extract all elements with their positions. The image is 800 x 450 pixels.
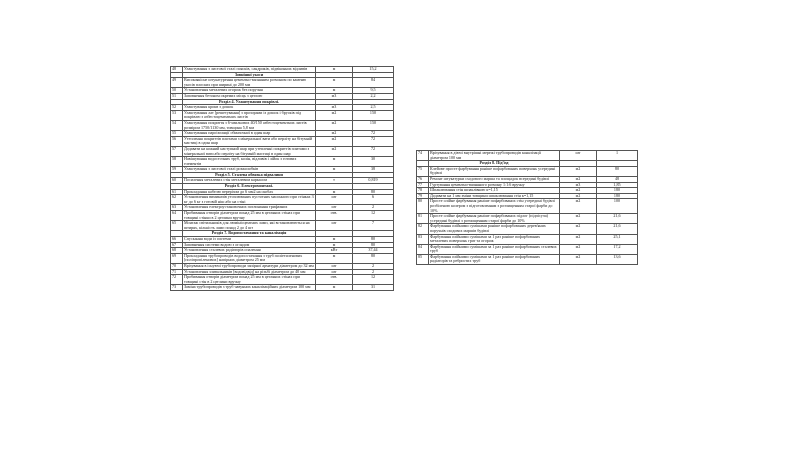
row-number: 85: [417, 254, 429, 264]
quantity: 72: [353, 136, 394, 146]
quantity: 21,6: [597, 214, 638, 224]
unit-of-measure: шт: [316, 263, 353, 269]
unit-of-measure: м2: [316, 131, 353, 137]
unit-of-measure: шт: [316, 221, 353, 231]
unit-of-measure: м2: [560, 176, 597, 182]
row-number: 69: [171, 253, 183, 263]
quantity: 30: [353, 157, 394, 167]
row-number: 77: [417, 182, 429, 188]
section-heading: Розділ 6. Електромонтажі.: [183, 184, 316, 190]
row-number: 57: [171, 146, 183, 156]
row-number: 63: [171, 205, 183, 211]
table-row: [417, 244, 638, 254]
work-description: Навішування водосточних труб, колін, відливів і лійок з готових елементів: [183, 157, 316, 167]
unit-of-measure: м2: [560, 199, 597, 214]
quantity: 0,819: [353, 178, 394, 184]
unit-of-measure: шт: [560, 151, 597, 161]
quantity: 12: [353, 275, 394, 285]
work-description: Ремонт штукатурки сходового марша та площадок всередині будівлі: [429, 176, 560, 182]
quantity: 180: [597, 193, 638, 199]
unit-of-measure: м: [316, 167, 353, 173]
row-number: 74: [417, 151, 429, 161]
unit-of-measure: м2: [316, 120, 353, 130]
work-description: Установлення електроустановочних поглинання трифазних: [183, 205, 316, 211]
work-description: Врізування в діючі внутрішні мережі трубопроводів каналізації діаметром 100 мм: [429, 151, 560, 161]
unit-of-measure: м: [316, 189, 353, 195]
quantity: 80: [353, 242, 394, 248]
table-row: [417, 234, 638, 244]
table-row: [171, 195, 394, 205]
quantity: 12: [353, 211, 394, 221]
quantity: 1: [597, 151, 638, 161]
work-description: Фарбування олійними сумішами раніше пофарбованих дерев'яних поручнів сходових маршів будівлі: [429, 224, 560, 234]
quantity: 2: [353, 263, 394, 269]
unit-of-measure: м2: [560, 193, 597, 199]
unit-of-measure: м2: [316, 136, 353, 146]
table-row: [417, 151, 638, 161]
unit-of-measure: м: [316, 242, 353, 248]
section-heading: Зовнішні укоси: [183, 72, 316, 78]
quantity: 84: [353, 78, 394, 88]
work-description: Клейове просте фарбування раніше пофарбованих поверхонь усередині будівлі: [429, 166, 560, 176]
unit-of-measure: м2: [560, 166, 597, 176]
unit-of-measure: м: [316, 88, 353, 94]
row-number: 64: [171, 211, 183, 221]
work-description: Монтаж світильників для люмінісцентних ламп, які встановлюються на штирях, кількість ламп понад 2 до 4 шт: [183, 221, 316, 231]
work-description: Заміна трубопроводів з труб чавунних каналізаційних діаметром 100 мм: [183, 285, 316, 291]
section-heading: Розділ 8. Пiд'їзд: [429, 161, 560, 167]
table-row: [171, 211, 394, 221]
work-description: Додавати на кожний наступний шар при утепленні покриттів плитами з мінеральної вати або перліту на бітумній мастиці в один шар: [183, 146, 316, 156]
work-description: Фарбування олійними сумішами за 1 раз раніше пофарбованих сталевих труб: [429, 244, 560, 254]
works-table-left: [170, 66, 394, 291]
unit-of-measure: м: [316, 253, 353, 263]
quantity: 1,85: [597, 182, 638, 188]
work-description: Прокладання трубопроводів водопостачання з труб поліетиленових [поліпропіленових] напірних діаметром 25 мм: [183, 253, 316, 263]
table-row: [171, 120, 394, 130]
row-number: 50: [171, 88, 183, 94]
work-description: Пробивання отворів діаметром понад 25 мм в цегляних стінах при товщині стінки в 2 цеглини вручну: [183, 211, 316, 221]
table-row: [417, 214, 638, 224]
row-number: 55: [171, 131, 183, 137]
quantity: 150: [353, 110, 394, 120]
table-row: [171, 146, 394, 156]
unit-of-measure: м2: [560, 234, 597, 244]
section-heading: Розділ 5. Сталева обвязка підвалини: [183, 172, 316, 178]
table-row: [171, 78, 394, 88]
quantity: 2: [353, 205, 394, 211]
right-document-page: [416, 150, 630, 296]
quantity: 72: [353, 146, 394, 156]
row-number: 60: [171, 178, 183, 184]
unit-of-measure: м3: [316, 105, 353, 111]
work-description: Шпаклювання стін шпаклівкою к=1,15: [429, 188, 560, 194]
unit-of-measure: шт: [316, 195, 353, 205]
quantity: 80: [597, 166, 638, 176]
work-description: Просте олійне фарбування раніше пофарбованих стін усередині будівлі розбіленою колером з підготовленням з розчищенням старої фарби до 10%: [429, 199, 560, 214]
work-description: Установлення металевих огорож без поручня: [183, 88, 316, 94]
work-description: Пробивання отворів діаметром понад 25 мм в цегляних стінах при товщині стін в 2 цеглини вручну: [183, 275, 316, 285]
quantity: 13,6: [597, 254, 638, 264]
unit-of-measure: кВт: [316, 248, 353, 254]
table-row: [417, 224, 638, 234]
row-number: 83: [417, 234, 429, 244]
work-description: Фарбування олійними сумішами за 1 раз раніше пофарбованих радіаторів та ребристих труб: [429, 254, 560, 264]
row-number: 75: [417, 166, 429, 176]
work-description: Високоякісне штукатурення цементно-вапняним розчином по каменю укосів плоских при ширині до 200 мм: [183, 78, 316, 88]
unit-of-measure: м2: [560, 188, 597, 194]
unit-of-measure: м: [316, 157, 353, 167]
work-description: Улаштування з листової сталі поясків, сандриків, підвіконних відливів: [183, 67, 316, 73]
work-description: Заповнення системи водою з оглядом: [183, 242, 316, 248]
work-description: Установлення зливальників [водовідвід] на різьбі діаметром до 40 мм: [183, 269, 316, 275]
unit-of-measure: м: [316, 67, 353, 73]
row-number: 49: [171, 78, 183, 88]
quantity: 48: [597, 176, 638, 182]
quantity: 80: [353, 189, 394, 195]
table-row: [417, 199, 638, 214]
row-number: 70: [171, 263, 183, 269]
quantity: 2,2: [353, 93, 394, 99]
unit-of-measure: шт: [316, 205, 353, 211]
works-table-left-body: [171, 67, 394, 291]
unit-of-measure: м2: [316, 110, 353, 120]
quantity: 37,44: [353, 248, 394, 254]
row-number: 54: [171, 120, 183, 130]
work-description: Установлення вимикачів утоплюваних пустотних масонного при стінках 3 кг до 6 кг з готовій ніш або на стіні: [184, 194, 314, 204]
work-description: Улаштування лат [решетування] з прозорами із дошок і брусків під покрівлю з азбестоцементних листів: [183, 110, 316, 120]
row-number: 66: [171, 237, 183, 243]
work-description: Утеплення покриттів плитами з мінеральної вати або перліту на бітумній мастиці в один шар: [183, 136, 316, 146]
quantity: 80: [353, 253, 394, 263]
unit-of-measure: м2: [560, 254, 597, 264]
table-row: [171, 253, 394, 263]
quantity: 2: [353, 269, 394, 275]
quantity: 21,6: [597, 224, 638, 234]
row-number: 65: [171, 221, 183, 231]
quantity: 38: [353, 167, 394, 173]
quantity: 80: [353, 237, 394, 243]
quantity: 9,5: [353, 88, 394, 94]
quantity: 25,1: [597, 234, 638, 244]
row-number: 51: [171, 93, 183, 99]
unit-of-measure: м2: [560, 214, 597, 224]
row-number: 80: [417, 199, 429, 214]
table-row: [171, 157, 394, 167]
table-row: [417, 166, 638, 176]
section-heading: Розділ 7. Водопостачання та каналізація: [183, 231, 316, 237]
quantity: 150: [353, 120, 394, 130]
unit-of-measure: м3: [560, 182, 597, 188]
row-number: 78: [417, 188, 429, 194]
work-description: Спускання води із системи: [183, 237, 316, 243]
row-number: 68: [171, 248, 183, 254]
work-description: Фарбування олійними сумішами за 1 раз раніше пофарбованих металевих поверхонь грат та огорож: [429, 234, 560, 244]
row-number: 48: [171, 67, 183, 73]
table-row: [171, 110, 394, 120]
quantity: 180: [597, 188, 638, 194]
row-number: 61: [171, 189, 183, 195]
row-number: 62: [171, 195, 183, 205]
work-description: Улаштування крокв з дошок: [183, 105, 316, 111]
section-heading: Розділ 4. Улаштування покрівлі.: [183, 99, 316, 105]
work-description: Улаштування з листової сталі розжолобків: [183, 167, 316, 173]
unit-of-measure: т: [316, 178, 353, 184]
row-number: 81: [417, 214, 429, 224]
quantity: 15,2: [353, 67, 394, 73]
table-row: [171, 221, 394, 231]
row-number: 71: [171, 269, 183, 275]
quantity: 6: [353, 195, 394, 205]
table-row: [171, 275, 394, 285]
unit-of-measure: м2: [560, 224, 597, 234]
quantity: 72: [353, 131, 394, 137]
work-description: Посилення металевих стін металевим каркасом: [183, 178, 316, 184]
works-table-right-body: [417, 151, 638, 265]
unit-of-measure: м: [316, 237, 353, 243]
unit-of-measure: м: [316, 285, 353, 291]
works-table-right: [416, 150, 638, 265]
row-number: 84: [417, 244, 429, 254]
row-number: 59: [171, 167, 183, 173]
row-number: 73: [171, 285, 183, 291]
work-description: Заповнення бетоном окремих місць з цеглою: [183, 93, 316, 99]
quantity: 2,5: [353, 105, 394, 111]
row-number: 56: [171, 136, 183, 146]
table-row: [417, 254, 638, 264]
row-number: 76: [417, 176, 429, 182]
unit-of-measure: шт: [316, 269, 353, 275]
quantity: 31: [353, 285, 394, 291]
unit-of-measure: м3: [316, 93, 353, 99]
work-description: Додавати на 1 мм зміни товщини шпаклювання стін к=1,15: [429, 193, 560, 199]
row-number: 52: [171, 105, 183, 111]
row-number: 79: [417, 193, 429, 199]
row-number: 67: [171, 242, 183, 248]
unit-of-measure: м2: [316, 146, 353, 156]
work-description: Просте олійне фарбування раніше пофарбованих підлог (підпiсуча) усередині будівлі з розчищенням старої фарби до 10%: [429, 214, 560, 224]
table-row: [171, 136, 394, 146]
row-number: 53: [171, 110, 183, 120]
quantity: 17,2: [597, 244, 638, 254]
table-row: [171, 285, 394, 291]
work-description: Врізування в існуючі трубопроводи запірної арматури діаметром до 32 мм: [184, 263, 314, 268]
left-document-page: [170, 66, 386, 384]
work-description: Улаштування покриття з 6-хвильових 40/150 азбестоцементних листів розміром 1750/1130 мм, товщина 5,8 мм: [183, 120, 316, 130]
unit-of-measure: отв.: [316, 211, 353, 221]
row-number: 58: [171, 157, 183, 167]
unit-of-measure: м: [316, 78, 353, 88]
work-description: Прокладання кабелю перерізом до 6 мм2 на скобах: [183, 189, 316, 195]
unit-of-measure: отв.: [316, 275, 353, 285]
work-description: Улаштування пароізоляції обмазочної в один шар: [183, 131, 316, 137]
quantity: 100: [597, 199, 638, 214]
row-number: 72: [171, 275, 183, 285]
row-number: 82: [417, 224, 429, 234]
work-description: Гуртування цементно-вапняного розчину 1:1:6 вручну: [429, 182, 560, 188]
quantity: 7: [353, 221, 394, 231]
work-description: Установлення сталевих радіаторів опалення: [183, 248, 316, 254]
unit-of-measure: м2: [560, 244, 597, 254]
